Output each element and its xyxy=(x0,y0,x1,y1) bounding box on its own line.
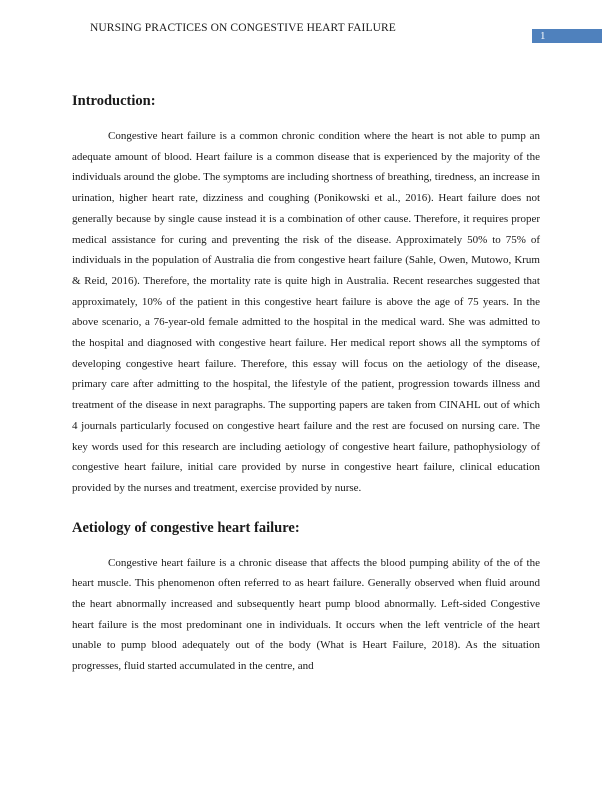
running-header-title: NURSING PRACTICES ON CONGESTIVE HEART FAILURE xyxy=(90,22,396,34)
aetiology-heading: Aetiology of congestive heart failure: xyxy=(72,519,300,536)
aetiology-paragraph: Congestive heart failure is a chronic disease that affects the blood pumping ability of the of the heart muscle. This phenomenon often referred to as heart failure. Generally observed when fluid around the heart abnormally increased and subsequently heart pump blood abnormally. Left-sided Congestive heart failure is the most predominant one in individuals. It occurs when the left ventricle of the heart unable to pump blood adequately out of the body (What is Heart Failure, 2018). As the situation progresses, fluid started accumulated in the centre, and xyxy=(72,556,540,673)
introduction-heading: Introduction: xyxy=(72,93,156,109)
introduction-paragraph: Congestive heart failure is a common chronic condition where the heart is not able to pump an adequate amount of blood. Heart failure is a common disease that is experienced by the majority of the individuals around the globe. The symptoms are including shortness of breathing, tiredness, an increase in urination, higher heart rate, dizziness and coughing (Ponikowski et al., 2016). Heart failure does not generally because by single cause instead it is a combination of other cause. Therefore, it requires proper medical assistance for curing and preventing the risk of the disease. Approximately 50% to 75% of individuals in the population of Australia die from congestive heart failure (Sahle, Owen, Mutowo, Krum & Reid, 2016). Therefore, the mortality rate is quite high in Australia. Recent researches suggested that approximately, 10% of the patient in this congestive heart failure is above the age of 75 years. In the above scenario, a 76-year-old female admitted to the hospital in the medical ward. She was admitted to the hospital and diagnosed with congestive heart failure. Her medical report shows all the symptoms of developing congestive heart failure. Therefore, this essay will focus on the aetiology of the disease, primary care after admitting to the hospital, the lifestyle of the patient, progression towards illness and treatment of the disease in next paragraphs. The supporting papers are taken from CINAHL out of which 4 journals particularly focused on congestive heart failure and the rest are focused on nursing care. The key words used for this research are including aetiology of congestive heart failure, pathophysiology of congestive heart failure, initial care provided by nurse in congestive heart failure, clinical education provided by the nurses and treatment, exercise provided by nurse. xyxy=(72,130,540,494)
document-body xyxy=(72,92,540,677)
page-number: 1 xyxy=(532,29,602,43)
